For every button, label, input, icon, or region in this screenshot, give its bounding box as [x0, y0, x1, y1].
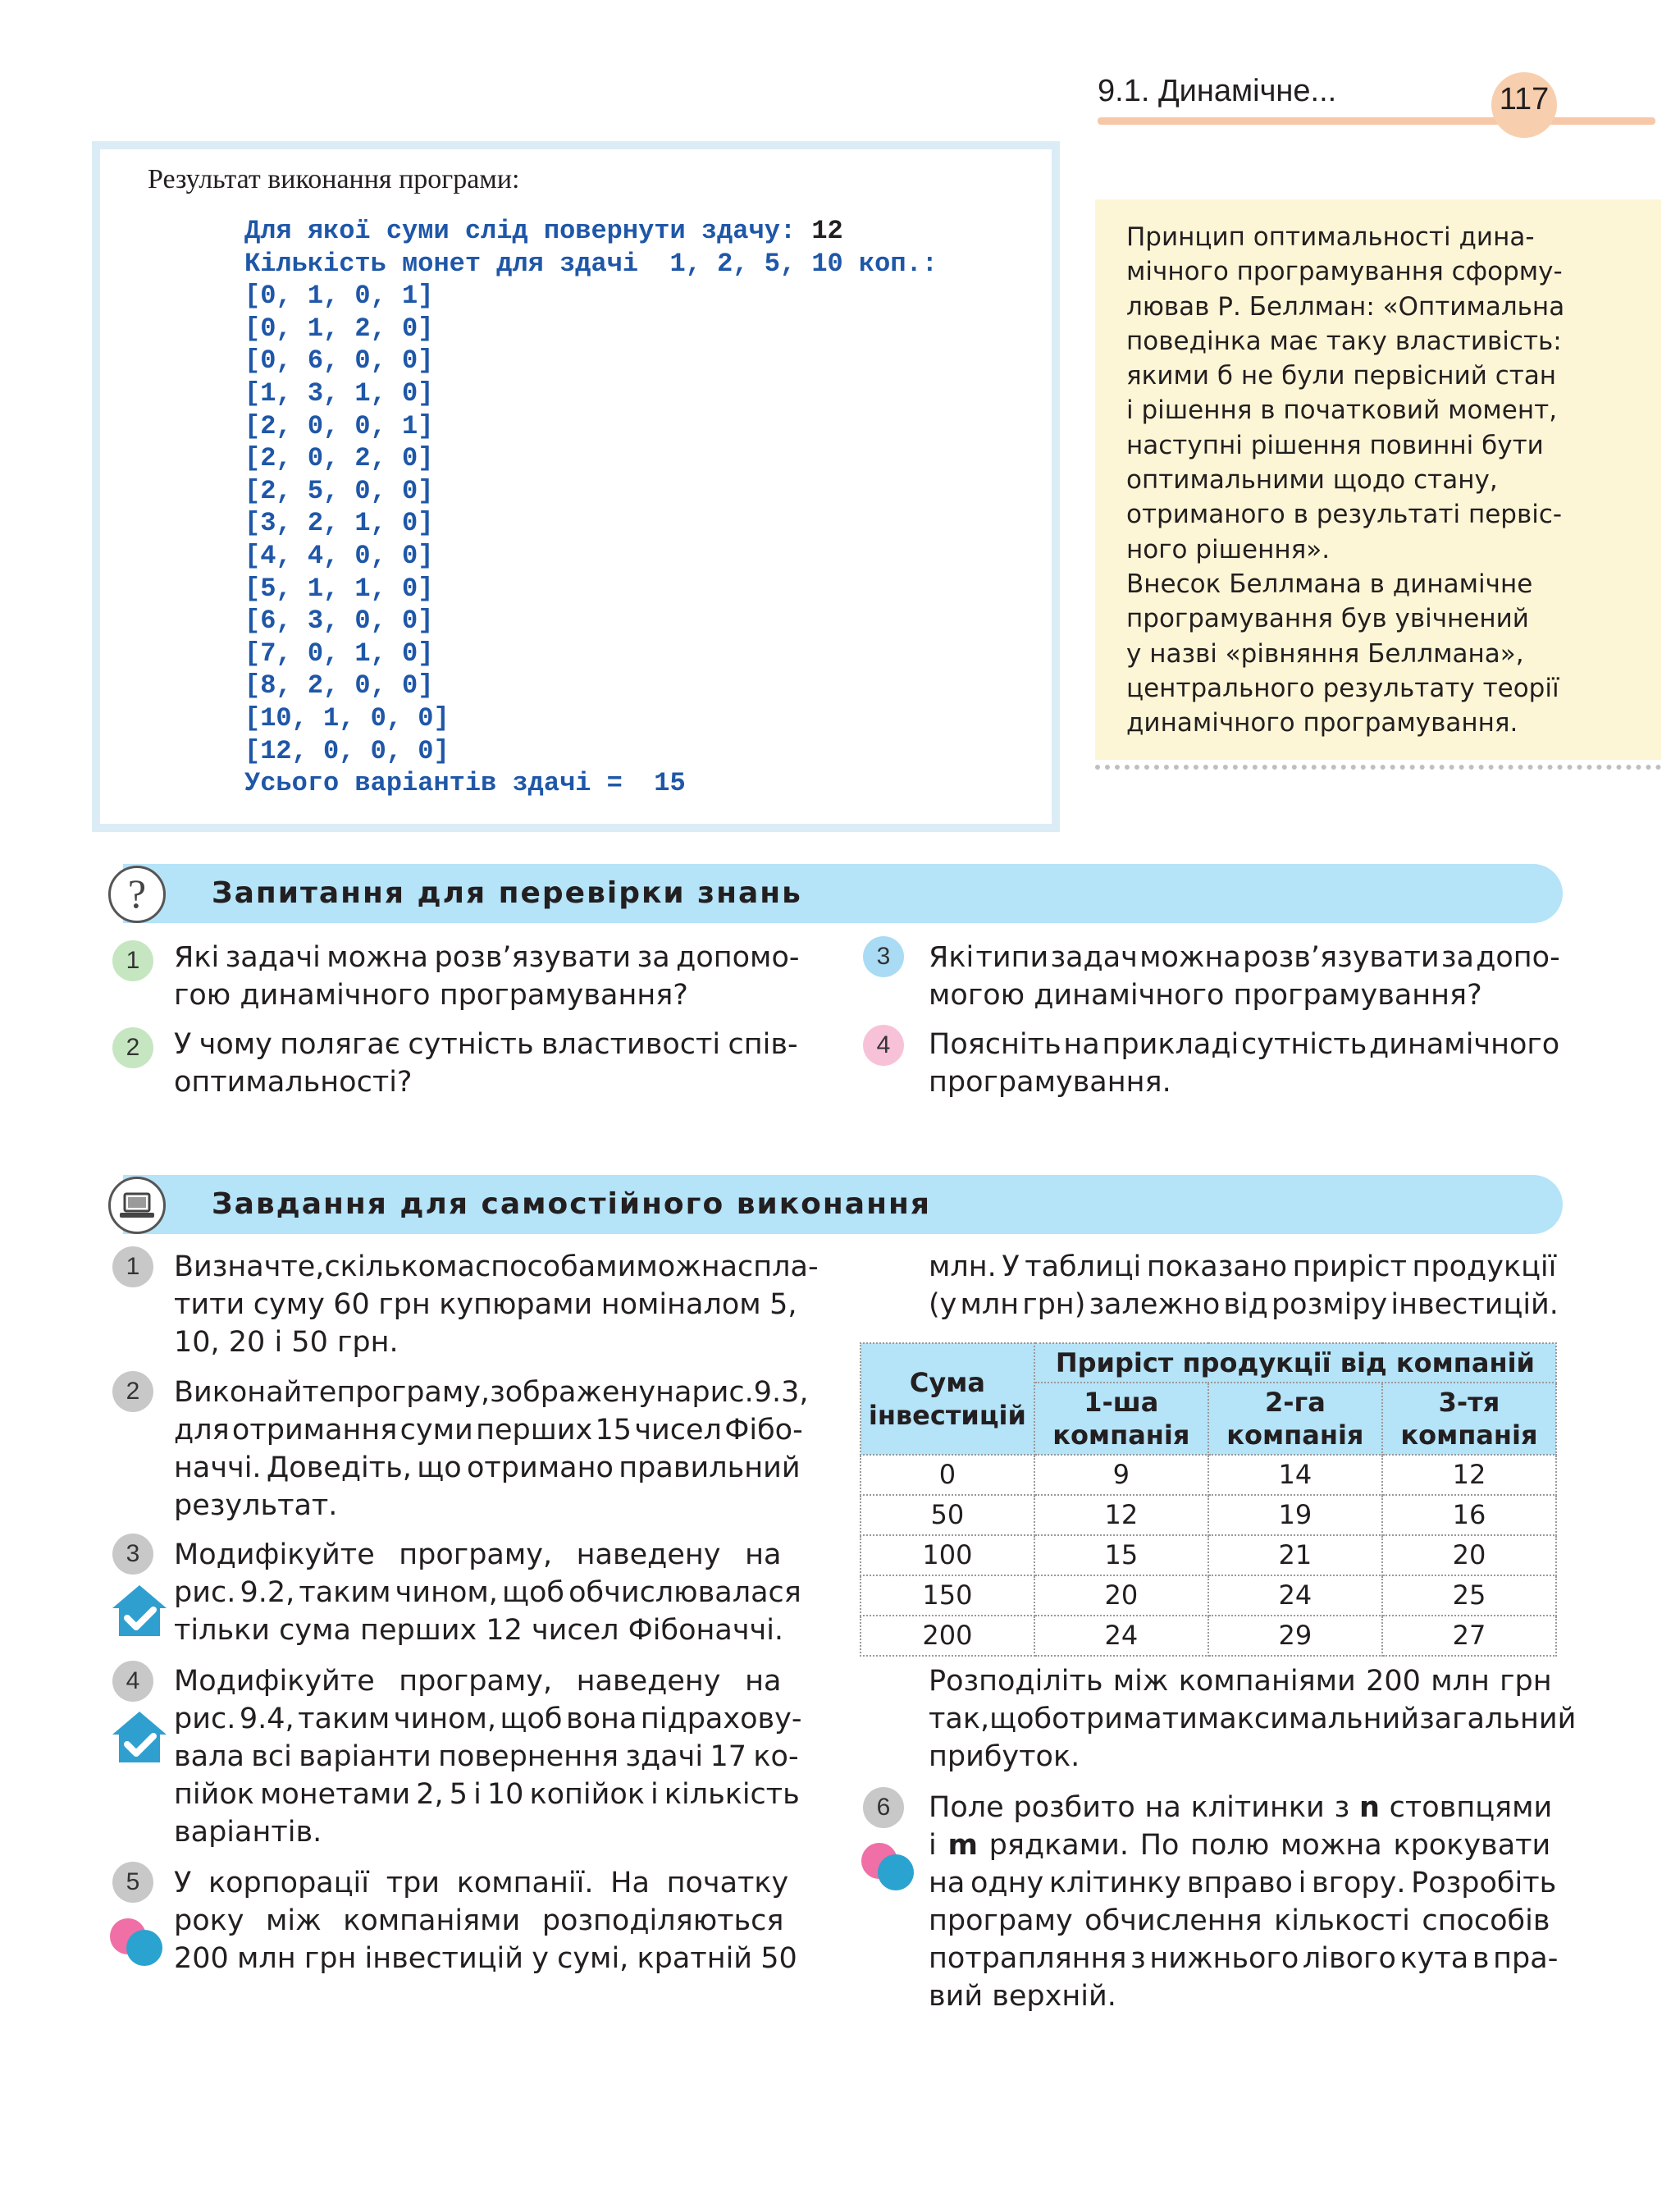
- pair-work-icon: [107, 1917, 169, 1969]
- header-rule: [1098, 117, 1655, 125]
- task-5-continued: млн. У таблиці показано приріст продукції (у млн грн) залежно від розміру інвестицій.: [929, 1250, 1559, 1321]
- task-1: Визначте, скількома способами можна спла- тити суму 60 грн купюрами номіналом 5, 10, 20 і 50 грн.: [174, 1250, 819, 1359]
- home-check-icon: [109, 1707, 170, 1767]
- sidebar-note-text: Принцип оптимальності дина- мічного програмування сформу- лював Р. Беллман: «Оптимальна поведінка має таку властивість: якими б не були первісний стан і рішення в початковий момент, наступні рішення повинні бути оптимальними щодо стану, отриманого в результаті первіс- ного рішення». Внесок Беллмана в динамічне програмування був увічнений у назві «рівняння Беллмана», центрального результату теорії динамічного програмування.: [1126, 222, 1565, 738]
- question-1: Які задачі можна розв’язувати за допомо- гою динамічного програмування?: [174, 941, 800, 1012]
- table-header-sum: Сума інвестицій: [861, 1343, 1034, 1455]
- note-dotted-rule: [1095, 765, 1661, 770]
- table-header-company-1: 1-ша компанія: [1034, 1383, 1208, 1455]
- task-5-conclusion: Розподіліть між компаніями 200 млн грн так, щоб отримати максимальний загальний прибуток.: [929, 1665, 1577, 1773]
- table-header-group: Приріст продукції від компаній: [1034, 1343, 1556, 1383]
- program-output-lines: [244, 215, 938, 800]
- output-row: [0, 1, 0, 1]: [244, 281, 434, 312]
- output-row: [7, 0, 1, 0]: [244, 638, 434, 669]
- task-6: Поле розбито на клітинки з n стовпцями і m рядками. По полю можна крокувати на одну клітинку вправо і вгору. Розробіть програму обчислення кількості способів потрапляння з нижнього лівого кута в пра- вий верхній.: [929, 1791, 1559, 2013]
- output-row: [0, 1, 2, 0]: [244, 313, 434, 344]
- table-row: 50 12 19 16: [861, 1495, 1556, 1535]
- output-line-total: Усього варіантів здачі = 15: [244, 768, 686, 799]
- svg-text:?: ?: [127, 871, 147, 917]
- output-row: [6, 3, 0, 0]: [244, 606, 434, 637]
- output-row: [10, 1, 0, 0]: [244, 702, 450, 734]
- table-header-company-2: 2-га компанія: [1208, 1383, 1382, 1455]
- output-row: [8, 2, 0, 0]: [244, 670, 434, 702]
- investment-table: [860, 1342, 1557, 1657]
- output-row: [5, 1, 1, 0]: [244, 573, 434, 604]
- question-mark-icon: [108, 866, 166, 923]
- task-badge-2: 2: [112, 1371, 153, 1412]
- table-row: 0 9 14 12: [861, 1455, 1556, 1495]
- task-badge-6: 6: [863, 1787, 904, 1828]
- table-row: 200 24 29 27: [861, 1616, 1556, 1656]
- output-row: [12, 0, 0, 0]: [244, 735, 450, 766]
- output-line-prompt: Для якої суми слід повернути здачу: 12: [244, 216, 843, 246]
- output-line-coins: Кількість монет для здачі 1, 2, 5, 10 коп.:: [244, 248, 938, 279]
- task-4: Модифікуйте програму, наведену на рис. 9.4, таким чином, щоб вона підрахову- вала всі варіанти повернення здачі 17 ко- пійок монетами 2, 5 і 10 копійок і кількість варіантів.: [174, 1665, 802, 1849]
- program-output-caption: Результат виконання програми:: [148, 164, 520, 194]
- output-row: [3, 2, 1, 0]: [244, 508, 434, 539]
- table-row: 150 20 24 25: [861, 1575, 1556, 1616]
- output-row: [2, 0, 2, 0]: [244, 443, 434, 474]
- output-row: [0, 6, 0, 0]: [244, 345, 434, 377]
- question-4: Поясніть на прикладі сутність динамічного програмування.: [929, 1028, 1560, 1099]
- laptop-icon: [108, 1177, 166, 1234]
- table-row: 100 15 21 20: [861, 1535, 1556, 1575]
- page-number: 117: [1499, 82, 1550, 117]
- output-row: [1, 3, 1, 0]: [244, 377, 434, 409]
- output-row: [2, 0, 0, 1]: [244, 410, 434, 441]
- task-badge-4: 4: [112, 1661, 153, 1702]
- task-badge-3: 3: [112, 1534, 153, 1575]
- task-5: У корпорації три компанії. На початку року між компаніями розподіляються 200 млн грн інвестицій у сумі, кратній 50: [174, 1867, 797, 1975]
- question-badge-2: 2: [112, 1027, 153, 1068]
- output-row: [4, 4, 0, 0]: [244, 540, 434, 571]
- questions-title: Запитання для перевірки знань: [212, 876, 802, 910]
- task-2: Виконайте програму, зображену на рис. 9.3, для отримання суми перших 15 чисел Фібо- наччі. Доведіть, що отримано правильний результат.: [174, 1376, 809, 1522]
- output-row: [2, 5, 0, 0]: [244, 475, 434, 506]
- question-3: Які типи задач можна розв’язувати за допо- могою динамічного програмування?: [929, 941, 1560, 1012]
- home-check-icon: [109, 1580, 170, 1641]
- task-badge-1: 1: [112, 1246, 153, 1287]
- table-header-company-3: 3-тя компанія: [1382, 1383, 1556, 1455]
- task-3: Модифікуйте програму, наведену на рис. 9.2, таким чином, щоб обчислювалася тільки сума перших 12 чисел Фібоначчі.: [174, 1538, 801, 1647]
- question-badge-3: 3: [863, 936, 904, 977]
- question-badge-1: 1: [112, 940, 153, 981]
- tasks-title: Завдання для самостійного виконання: [212, 1187, 931, 1221]
- pair-work-icon: [858, 1841, 920, 1894]
- output-sum-value: 12: [811, 216, 843, 246]
- question-2: У чому полягає сутність властивості спів- оптимальності?: [174, 1028, 798, 1099]
- task-badge-5: 5: [112, 1862, 153, 1903]
- running-header-title: 9.1. Динамічне...: [1098, 74, 1337, 108]
- question-badge-4: 4: [863, 1025, 904, 1066]
